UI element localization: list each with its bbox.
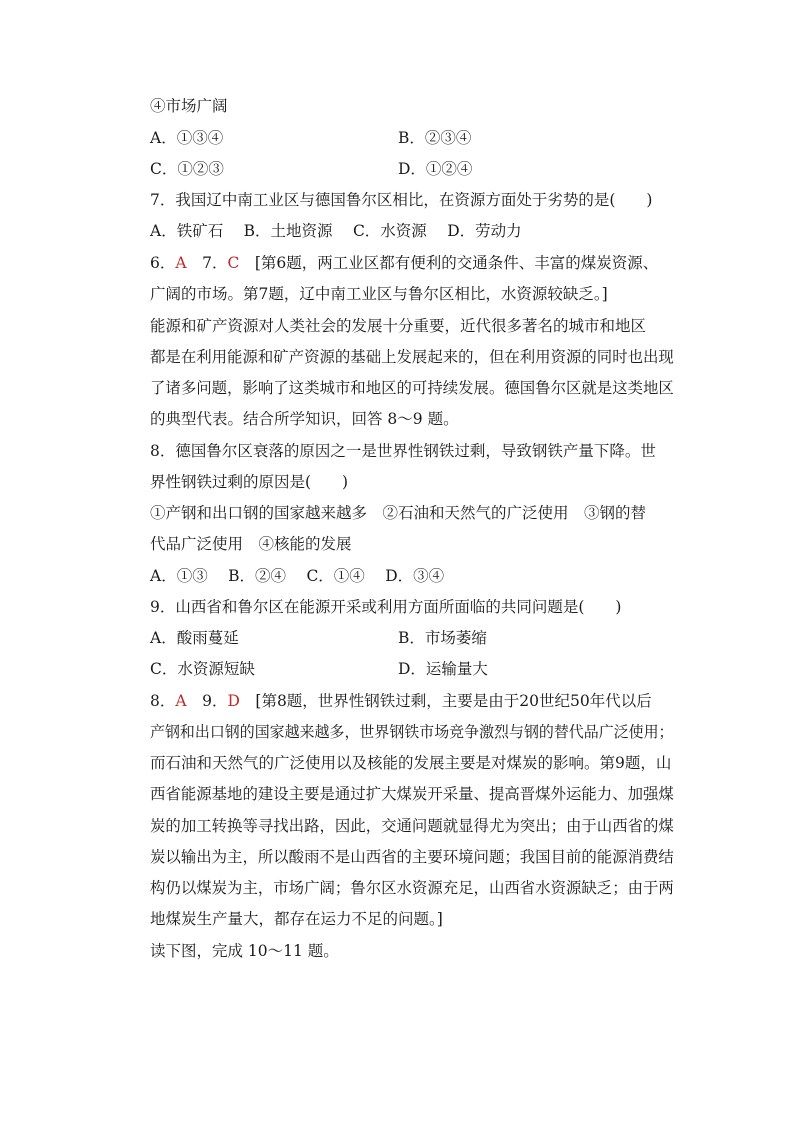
- answer-9-letter: D: [227, 692, 240, 710]
- answer-6-number: 6．: [150, 254, 176, 272]
- passage-line: 的典型代表。结合所学知识，回答 8～9 题。: [150, 410, 459, 428]
- answer-6-7: [150, 253, 658, 273]
- answer-8-9-explanation-cont: 而石油和天然气的广泛使用以及核能的发展主要是对煤炭的影响。第9题，山: [150, 754, 672, 772]
- answer-8-9-explanation-cont: 炭的加工转换等寻找出路，因此，交通问题就显得尤为突出；由于山西省的煤: [150, 817, 674, 835]
- q6-option-b: B．②③④: [398, 129, 472, 147]
- passage-line: 能源和矿产资源对人类社会的发展十分重要，近代很多著名的城市和地区: [150, 317, 647, 335]
- q9-option-c: C．水资源短缺: [150, 660, 255, 678]
- answer-8-number: 8．: [150, 692, 176, 710]
- q8-options: A．①③ B．②④ C．①④ D．③④: [150, 567, 445, 585]
- q7-stem: 7．我国辽中南工业区与德国鲁尔区相比，在资源方面处于劣势的是( ): [150, 191, 653, 209]
- answer-7-letter: C: [227, 254, 240, 272]
- answer-8-9-explanation-cont: 地煤炭生产量大，都存在运力不足的问题。]: [150, 910, 443, 928]
- answer-8-9-explanation-cont: 炭以输出为主，所以酸雨不是山西省的主要环境问题；我国目前的能源消费结: [150, 848, 674, 866]
- answer-8-9-explanation-cont: 西省能源基地的建设主要是通过扩大煤炭开采量、提高晋煤外运能力、加强煤: [150, 785, 674, 803]
- q7-options: A．铁矿石 B．土地资源 C．水资源 D．劳动力: [150, 222, 522, 240]
- answer-8-9-explanation-cont: 产钢和出口钢的国家越来越多，世界钢铁市场竞争激烈与钢的替代品广泛使用；: [150, 723, 674, 741]
- answer-6-7-explanation-cont: 广阔的市场。第7题，辽中南工业区与鲁尔区相比，水资源较缺乏。]: [150, 285, 608, 303]
- answer-9-number: 9．: [186, 692, 228, 710]
- q9-option-d: D．运输量大: [398, 660, 488, 678]
- answer-6-letter: A: [175, 254, 187, 272]
- q6-option-c: C．①②③: [150, 160, 224, 178]
- q6-option-d: D．①②④: [398, 160, 473, 178]
- answer-8-9-explanation: [第8题，世界性钢铁过剩，主要是由于20世纪50年代以后: [239, 692, 652, 710]
- q8-stem-cont: 界性钢铁过剩的原因是( ): [150, 473, 349, 491]
- q9-option-a: A．酸雨蔓延: [150, 629, 239, 647]
- q8-items: ①产钢和出口钢的国家越来越多 ②石油和天然气的广泛使用 ③钢的替: [150, 504, 647, 522]
- q9-option-b: B．市场萎缩: [398, 629, 487, 647]
- passage-line: 了诸多问题，影响了这类城市和地区的可持续发展。德国鲁尔区就是这类地区: [150, 379, 674, 397]
- answer-8-9-explanation-cont: 构仍以煤炭为主，市场广阔；鲁尔区水资源充足，山西省水资源缺乏；由于两: [150, 879, 674, 897]
- answer-7-number: 7．: [186, 254, 228, 272]
- answer-6-7-explanation: [第6题，两工业区都有便利的交通条件、丰富的煤炭资源、: [239, 254, 659, 272]
- q6-option-a: A．①③④: [150, 129, 224, 147]
- q8-items-cont: 代品广泛使用 ④核能的发展: [150, 535, 352, 553]
- answer-8-9: [150, 691, 652, 711]
- q9-stem: 9．山西省和鲁尔区在能源开采或利用方面所面临的共同问题是( ): [150, 598, 622, 616]
- passage-line: 都是在利用能源和矿产资源的基础上发展起来的，但在利用资源的同时也出现: [150, 348, 674, 366]
- q8-stem: 8．德国鲁尔区衰落的原因之一是世界性钢铁过剩，导致钢铁产量下降。世: [150, 442, 656, 460]
- q6-item-4: ④市场广阔: [150, 97, 228, 115]
- next-question-prompt: 读下图，完成 10～11 题。: [150, 942, 339, 960]
- answer-8-letter: A: [175, 692, 187, 710]
